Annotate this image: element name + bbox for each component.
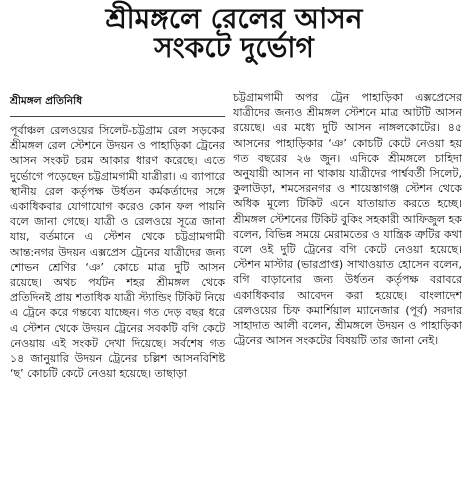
right-column-text: চট্টগ্রামগামী অপর ট্রেন পাহাড়িকা এক্সপ্রেসের যাত্রীদের জন্যও শ্রীমঙ্গল স্টেশনে মাত্র আটটি আসন রয়েছে। এর মধ্যে দুটি আসন নাঙ্গলকোটের। ৪৫ আসনের পাহাড়িকার ‘ঞ’ কোচটি কেটে নেওয়া হয় গত বছরের ২৬ জুন। এদিকে শ্রীমঙ্গলে চাহিদা অনুযায়ী আসন না থাকায় যাত্রীদের পার্শ্ববর্তী সিলেট, কুলাউড়া, শমসেরনগর ও শায়েস্তাগঞ্জ স্টেশন থেকে অধিক মূল্যে টিকিট এনে যাতায়াত করতে হচ্ছে। শ্রীমঙ্গল স্টেশনের টিকিট বুকিং সহকারী আফিজুল হক বলেন, বিভিন্ন সময়ে মেরামতের ও যান্ত্রিক ত্রুটির কথা বলে ওই দুটি ট্রেনের বগি কেটে নেওয়া হয়েছে। স্টেশন মাস্টার (ভারপ্রাপ্ত) সাখাওয়াত হোসেন বলেন, বগি বাড়ানোর জন্য উর্ধতন কর্তৃপক্ষ বরাবরে একাধিকবার আবেদন করা হয়েছে। বাংলাদেশ রেলওয়ের চিফ কমার্শিয়াল ম্যানেজার (পূর্ব) সরদার সাহাদাত আলী বলেন, শ্রীমঙ্গলে উদয়ন ও পাহাড়িকা ট্রেনের আসন সংকটের বিষয়টি তার জানা নেই।: [233, 91, 462, 348]
headline-line-1: শ্রীমঙ্গলে রেলের আসন: [105, 2, 363, 35]
right-column: [233, 90, 462, 483]
byline-rule: [10, 116, 225, 117]
left-column-text: পূর্বাঞ্চল রেলওয়ের সিলেট-চট্টগ্রাম রেল সড়কের শ্রীমঙ্গল রেল স্টেশনে উদয়ন ও পাহাড়িকা ট্রেনের আসন সংকট চরম আকার ধারণ করেছে। এতে দুর্ভোগে পড়েছেন চট্টগ্রামগামী যাত্রীরা। এ ব্যাপারে স্থানীয় রেল কর্তৃপক্ষ উর্ধতন কর্মকর্তাদের সঙ্গে একাধিকবার যোগাযোগ করেও কোন ফল পায়নি বলে জানা গেছে। যাত্রী ও রেলওয়ে সূত্রে জানা যায়, বর্তমানে এ স্টেশন থেকে চট্টগ্রামগামী আন্ত:নগর উদয়ন এক্সপ্রেস ট্রেনের যাত্রীদের জন্য শোভন শ্রেণির ‘ঞ’ কোচে মাত্র দুটি আসন রয়েছে। অথচ পর্যটন শহর শ্রীমঙ্গল থেকে প্রতিদিনই প্রায় শতাধিক যাত্রী স্ট্যান্ডিং টিকিট নিয়ে এ ট্রেনে করে গন্তব্যে যাচ্ছেন। গত দেড় বছর ধরে এ স্টেশন থেকে উদয়ন ট্রেনের সবকটি বগি কেটে নেওয়ায় এই সংকট দেখা দিয়েছে। সর্বশেষ গত ১৪ জানুয়ারি উদয়ন ট্রেনের চল্লিশ আসনবিশিষ্ট ‘ছ’ কোচটি কেটে নেওয়া হয়েছে। তাছাড়া: [10, 124, 226, 381]
article-columns: [10, 92, 462, 485]
headline: [0, 0, 468, 63]
byline: শ্রীমঙ্গল প্রতিনিধি: [10, 95, 83, 107]
left-column: [10, 92, 225, 485]
headline-line-2: সংকটে দুর্ভোগ: [154, 31, 314, 65]
